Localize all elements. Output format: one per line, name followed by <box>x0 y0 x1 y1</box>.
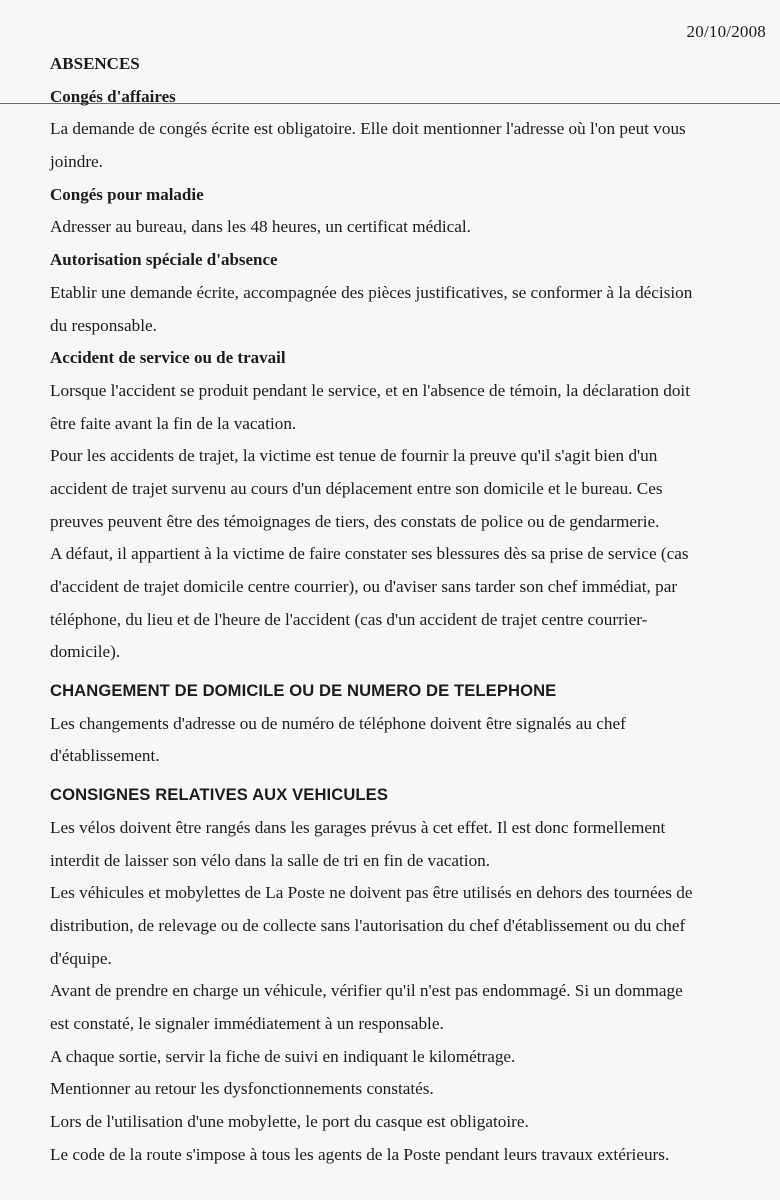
paragraph-line: distribution, de relevage ou de collecte sans l'autorisation du chef d'établissement ou du chef <box>50 915 686 935</box>
section-conges-affaires <box>50 81 765 179</box>
document-date: 20/10/2008 <box>686 22 766 41</box>
paragraph-line: Le code de la route s'impose à tous les agents de la Poste pendant leurs travaux extérieurs. <box>50 1144 670 1164</box>
section-heading: CONSIGNES RELATIVES AUX VEHICULES <box>50 785 388 805</box>
paragraph-line: téléphone, du lieu et de l'heure de l'accident (cas d'un accident de trajet centre courrier- <box>50 609 648 629</box>
paragraph-line: Adresser au bureau, dans les 48 heures, un certificat médical. <box>50 217 471 237</box>
paragraph-line: accident de trajet survenu au cours d'un déplacement entre son domicile et le bureau. Ces <box>50 478 663 498</box>
paragraph-line: Les vélos doivent être rangés dans les garages prévus à cet effet. Il est donc formellement <box>50 817 666 837</box>
paragraph-line: joindre. <box>50 152 103 172</box>
paragraph-line: d'équipe. <box>50 948 112 968</box>
paragraph-line: A défaut, il appartient à la victime de faire constater ses blessures dès sa prise de service (cas <box>50 544 689 564</box>
paragraph-line: interdit de laisser son vélo dans la salle de tri en fin de vacation. <box>50 850 491 870</box>
paragraph-line: Les changements d'adresse ou de numéro de téléphone doivent être signalés au chef <box>50 713 626 733</box>
section-vehicules <box>50 779 765 1171</box>
paragraph-line: Etablir une demande écrite, accompagnée des pièces justificatives, se conformer à la décision <box>50 282 693 302</box>
document-body <box>50 48 765 1171</box>
section-heading: Autorisation spéciale d'absence <box>50 250 278 270</box>
section-heading: Congés pour maladie <box>50 184 204 204</box>
document-title: ABSENCES <box>50 54 140 73</box>
section-heading: CHANGEMENT DE DOMICILE OU DE NUMERO DE TELEPHONE <box>50 681 557 701</box>
section-changement <box>50 675 765 773</box>
paragraph-line: du responsable. <box>50 315 157 335</box>
section-conges-maladie <box>50 179 765 244</box>
section-autorisation <box>50 244 765 342</box>
paragraph-line: domicile). <box>50 642 121 662</box>
paragraph-line: Lorsque l'accident se produit pendant le service, et en l'absence de témoin, la déclaration doit <box>50 380 690 400</box>
section-heading: Congés d'affaires <box>50 86 176 106</box>
paragraph-line: Les véhicules et mobylettes de La Poste ne doivent pas être utilisés en dehors des tournées de <box>50 883 693 903</box>
paragraph-line: La demande de congés écrite est obligatoire. Elle doit mentionner l'adresse où l'on peut vous <box>50 119 686 139</box>
paragraph-line: d'établissement. <box>50 746 160 766</box>
paragraph-line: A chaque sortie, servir la fiche de suivi en indiquant le kilométrage. <box>50 1046 516 1066</box>
paragraph-line: Avant de prendre en charge un véhicule, vérifier qu'il n'est pas endommagé. Si un dommage <box>50 981 683 1001</box>
paragraph-line: Mentionner au retour les dysfonctionnements constatés. <box>50 1079 434 1099</box>
paragraph-line: Pour les accidents de trajet, la victime est tenue de fournir la preuve qu'il s'agit bien d'un <box>50 446 658 466</box>
paragraph-line: est constaté, le signaler immédiatement à un responsable. <box>50 1013 444 1033</box>
section-heading: Accident de service ou de travail <box>50 348 286 368</box>
paragraph-line: être faite avant la fin de la vacation. <box>50 413 297 433</box>
paragraph-line: preuves peuvent être des témoignages de tiers, des constats de police ou de gendarmerie. <box>50 511 660 531</box>
paragraph-line: d'accident de trajet domicile centre courrier), ou d'aviser sans tarder son chef immédiat, par <box>50 577 678 596</box>
paragraph-line: Lors de l'utilisation d'une mobylette, le port du casque est obligatoire. <box>50 1112 529 1131</box>
section-accident <box>50 342 765 669</box>
